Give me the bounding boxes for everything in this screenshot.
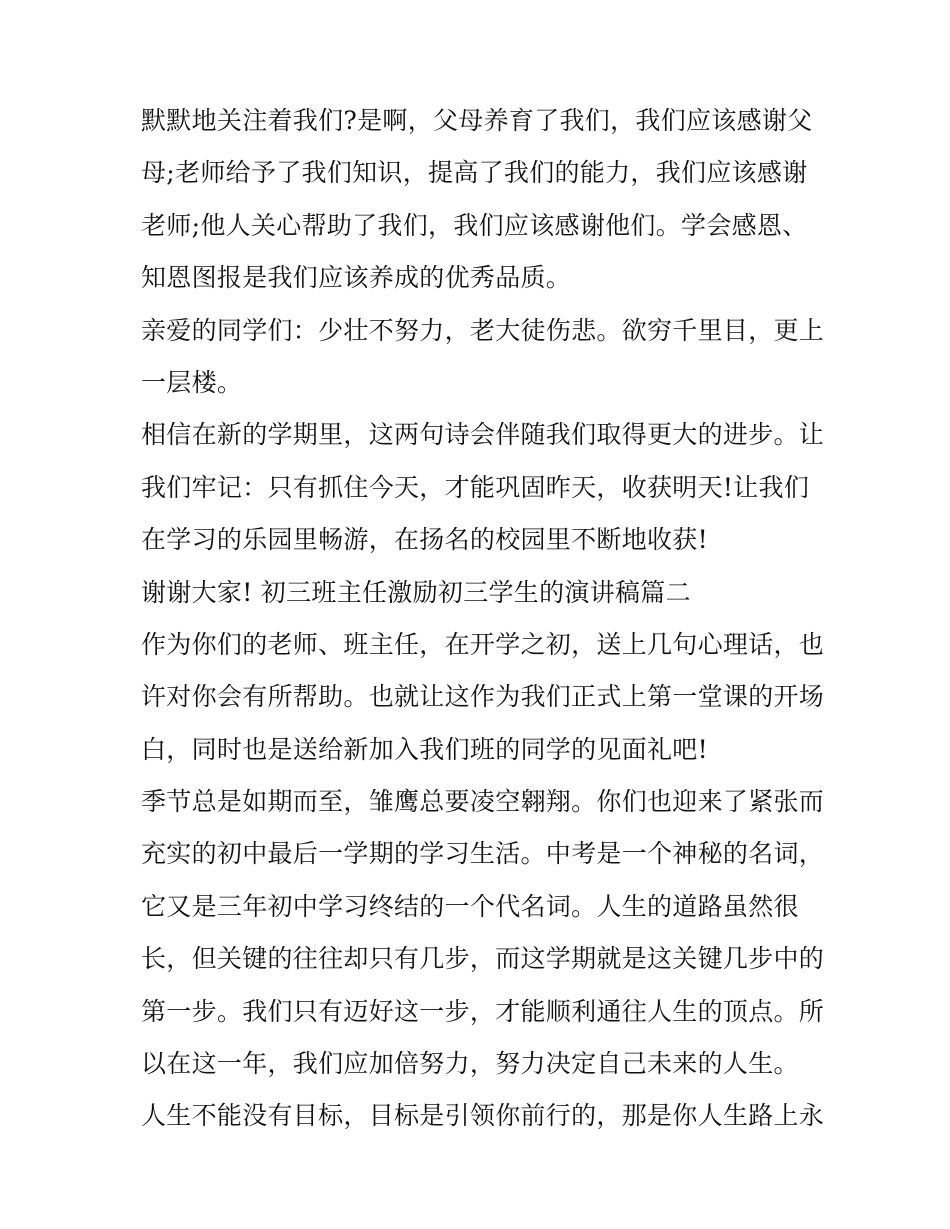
- text-line: 以在这一年，我们应加倍努力，努力决定自己未来的人生。: [141, 1049, 799, 1079]
- text-line: 它又是三年初中学习终结的一个代名词。人生的道路虽然很: [141, 891, 799, 921]
- text-line: 老师;他人关心帮助了我们，我们应该感谢他们。学会感恩、: [141, 210, 808, 240]
- text-line: 母;老师给予了我们知识，提高了我们的能力，我们应该感谢: [141, 158, 808, 188]
- text-line: 知恩图报是我们应该养成的优秀品质。: [141, 263, 572, 293]
- text-line: 在学习的乐园里畅游，在扬名的校园里不断地收获!: [141, 525, 708, 555]
- text-line: 我们牢记：只有抓住今天，才能巩固昨天，收获明天!让我们: [141, 472, 810, 502]
- text-line: 相信在新的学期里，这两句诗会伴随我们取得更大的进步。让: [141, 420, 825, 450]
- text-line: 一层楼。: [141, 367, 243, 397]
- text-line: 长，但关键的往往却只有几步，而这学期就是这关键几步中的: [141, 944, 825, 974]
- text-line: 作为你们的老师、班主任，在开学之初，送上几句心理话，也: [141, 629, 825, 659]
- document-body: [141, 106, 825, 1156]
- section-heading-line: 谢谢大家! 初三班主任激励初三学生的演讲稿篇二: [141, 577, 691, 607]
- text-line: 许对你会有所帮助。也就让这作为我们正式上第一堂课的开场: [141, 682, 825, 712]
- text-line: 充实的初中最后一学期的学习生活。中考是一个神秘的名词，: [141, 839, 825, 869]
- text-line: 白，同时也是送给新加入我们班的同学的见面礼吧!: [141, 734, 708, 764]
- text-line: 季节总是如期而至，雏鹰总要凌空翱翔。你们也迎来了紧张而: [141, 787, 825, 817]
- text-line: 第一步。我们只有迈好这一步，才能顺利通往人生的顶点。所: [141, 996, 825, 1026]
- text-line: 人生不能没有目标，目标是引领你前行的，那是你人生路上永: [141, 1101, 825, 1131]
- text-line: 默默地关注着我们?是啊，父母养育了我们，我们应该感谢父: [141, 106, 813, 135]
- text-line: 亲爱的同学们：少壮不努力，老大徒伤悲。欲穷千里目，更上: [141, 315, 825, 345]
